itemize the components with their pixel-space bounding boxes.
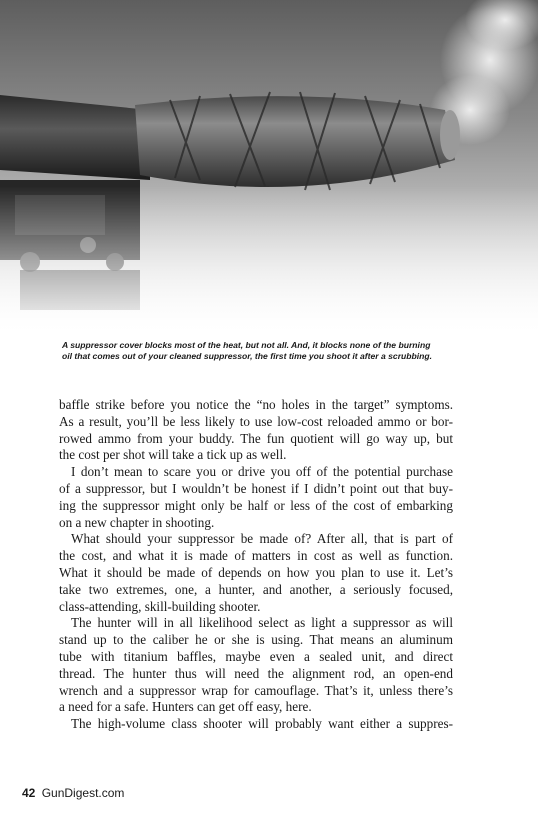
body-line: baffle strike before you notice the “no holes in the target” symptoms. bbox=[59, 397, 453, 412]
body-line: I don’t mean to scare you or drive you off of the potential purchase bbox=[71, 464, 453, 480]
footer-site: GunDigest.com bbox=[41, 786, 125, 800]
body-line: The high-volume class shooter will probably want either a suppres- bbox=[71, 716, 453, 732]
body-line: The hunter will in all likelihood select as light a suppressor as will bbox=[71, 615, 453, 631]
page-footer bbox=[22, 786, 124, 800]
caption-line: A suppressor cover blocks most of the heat, but not all. And, it blocks none of the burning bbox=[62, 340, 431, 350]
body-line: a need for a safe. Hunters can get off easy, here. bbox=[59, 699, 312, 715]
photo-caption bbox=[62, 340, 462, 361]
body-line: What it should be made of depends on how you plan to use it. Let’s bbox=[59, 564, 453, 580]
suppressor-photo bbox=[0, 0, 538, 338]
body-line: What should your suppressor be made of? After all, that is part of bbox=[71, 531, 453, 547]
body-line: tube with titanium baffles, maybe even a sealed unit, and direct bbox=[59, 648, 453, 664]
body-line: of a suppressor, but I wouldn’t be honest if I didn’t point out that buy- bbox=[59, 480, 453, 496]
body-line: the cost, and what it is made of matters in cost as well as function. bbox=[59, 548, 453, 564]
article-body bbox=[59, 397, 453, 733]
body-line: wrench and a suppressor wrap for camouflage. That’s it, unless there’s bbox=[59, 682, 453, 698]
body-line: thread. The hunter thus will need the alignment rod, an open-end bbox=[59, 665, 453, 681]
body-line: on a new chapter in shooting. bbox=[59, 514, 215, 530]
body-line: ing the suppressor might only be half or less of the cost of embarking bbox=[59, 497, 453, 513]
body-line: stand up to the caliber he or she is using. That means an aluminum bbox=[59, 632, 453, 648]
page-number: 42 bbox=[22, 786, 36, 800]
body-line: the cost per shot will take a tick up as well. bbox=[59, 447, 287, 463]
body-line: As a result, you’ll be less likely to use low-cost reloaded ammo or bor- bbox=[59, 413, 453, 429]
caption-line: oil that comes out of your cleaned suppressor, the first time you shoot it after a scrubbing. bbox=[62, 350, 433, 361]
body-line: take two extremes, one, a hunter, and another, a seriously focused, bbox=[59, 581, 453, 597]
body-line: class-attending, skill-building shooter. bbox=[59, 598, 261, 614]
body-line: rowed ammo from your buddy. The fun quotient will go way up, but bbox=[59, 430, 453, 446]
